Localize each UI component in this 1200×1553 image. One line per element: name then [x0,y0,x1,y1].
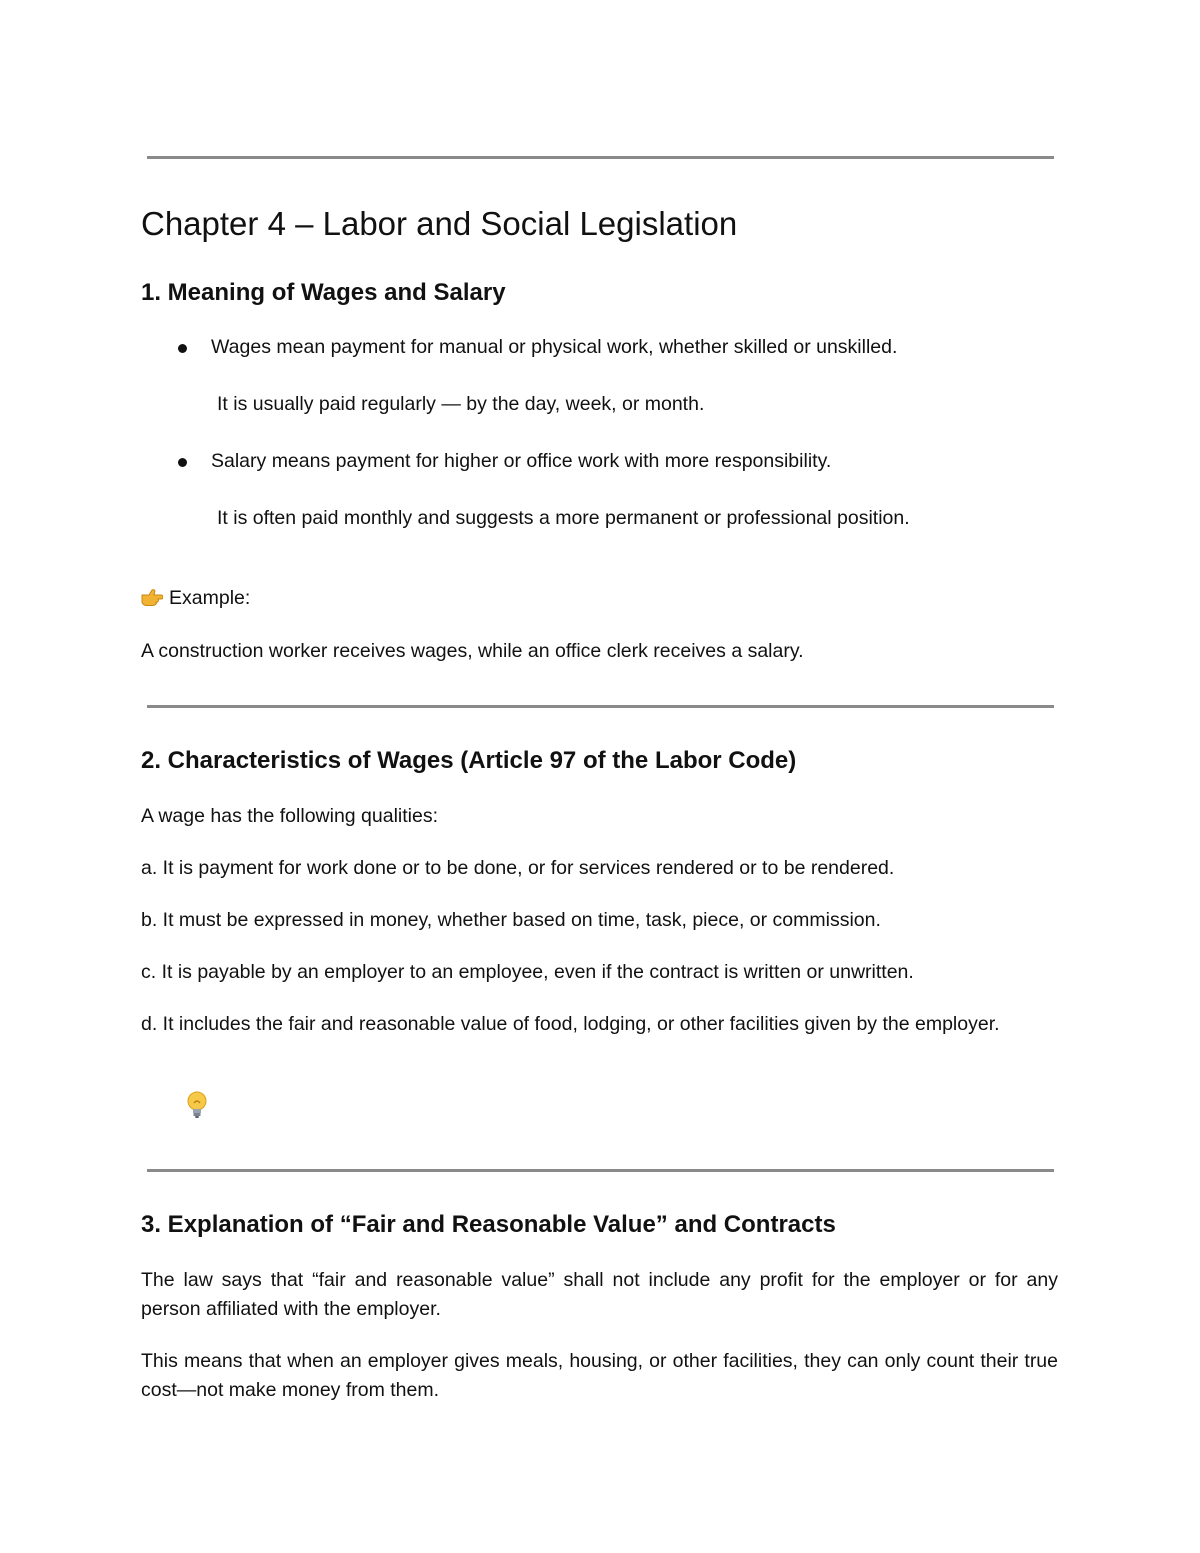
bullet-text-wages: Wages mean payment for manual or physical work, whether skilled or unskilled. [211,336,898,358]
section-3-paragraph: The law says that “fair and reasonable value” shall not include any profit for the employer or for any person affiliated with the employer. [141,1269,1058,1320]
list-item: c. It is payable by an employer to an employee, even if the contract is written or unwritten. [141,961,914,983]
section-3-heading: 3. Explanation of “Fair and Reasonable Value” and Contracts [141,1211,836,1238]
section-1-heading: 1. Meaning of Wages and Salary [141,279,506,306]
horizontal-rule [147,156,1054,159]
list-item: a. It is payment for work done or to be done, or for services rendered or to be rendered. [141,857,895,879]
list-item: d. It includes the fair and reasonable value of food, lodging, or other facilities given by the employer. [141,1013,1000,1035]
example-label-line [141,584,250,613]
section-2-intro: A wage has the following qualities: [141,805,439,827]
section-3-paragraph: This means that when an employer gives meals, housing, or other facilities, they can only count their true cost—not make money from them. [141,1350,1058,1401]
horizontal-rule [147,1169,1054,1172]
pointing-hand-icon [141,588,163,606]
bullet-subtext-salary: It is often paid monthly and suggests a more permanent or professional position. [217,507,910,529]
bullet-icon [178,344,187,353]
bullet-icon [178,458,187,467]
horizontal-rule [147,705,1054,708]
example-text: A construction worker receives wages, while an office clerk receives a salary. [141,640,804,662]
section-2-heading: 2. Characteristics of Wages (Article 97 of the Labor Code) [141,747,797,774]
bullet-subtext-wages: It is usually paid regularly — by the day, week, or month. [217,393,705,415]
bullet-text-salary: Salary means payment for higher or office work with more responsibility. [211,450,832,472]
light-bulb-icon [186,1091,208,1119]
example-label: Example: [169,587,251,609]
list-item: b. It must be expressed in money, whether based on time, task, piece, or commission. [141,909,881,931]
chapter-title: Chapter 4 – Labor and Social Legislation [141,205,738,242]
